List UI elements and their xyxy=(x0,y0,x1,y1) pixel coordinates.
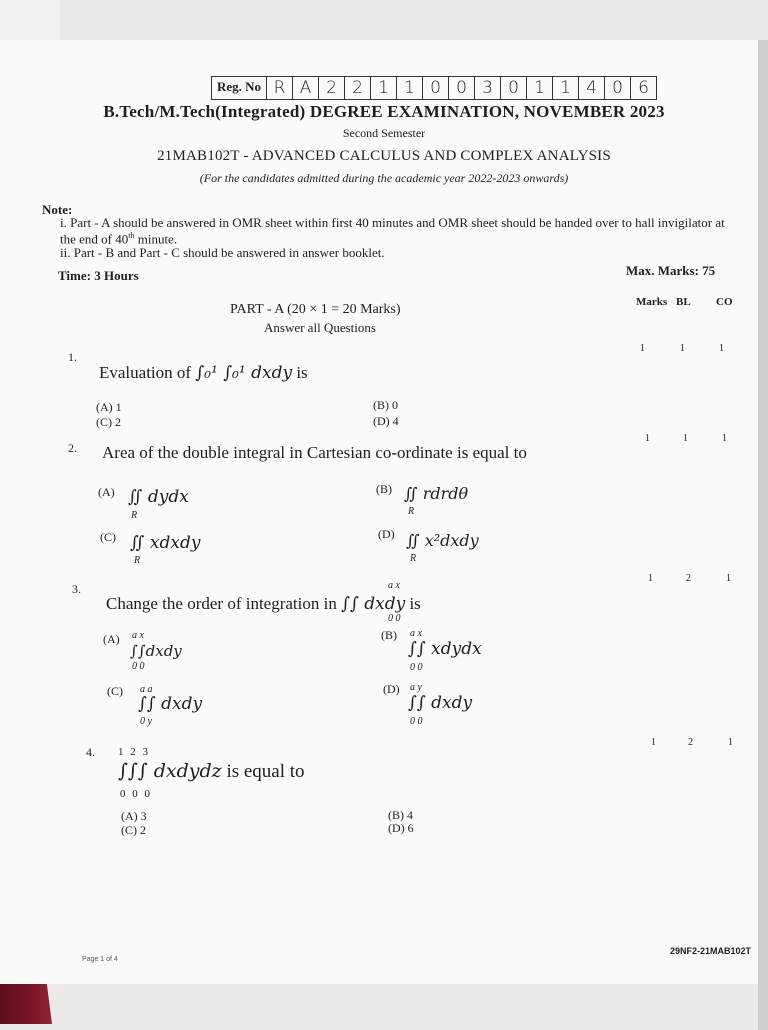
max-marks: Max. Marks: 75 xyxy=(626,263,716,278)
option-a-region: R xyxy=(131,510,138,521)
option-b-expression: ∬ rdrdθ xyxy=(404,484,469,503)
question-marks: 1 xyxy=(648,573,653,584)
candidates-note: (For the candidates admitted during the academic year 2022-2023 onwards) xyxy=(199,171,569,185)
option-c-label: (C) xyxy=(100,530,116,544)
question-integral-lower: 0 0 0 xyxy=(120,788,152,800)
question-text-suffix: is equal to xyxy=(226,761,305,782)
question-text-prefix: Evaluation of xyxy=(99,363,192,382)
question-marks: 1 xyxy=(651,737,656,748)
question-number: 4. xyxy=(86,745,95,759)
question-bl: 2 xyxy=(688,737,693,748)
option-b: (B) 4 xyxy=(388,808,413,822)
reg-no-digit: 3 xyxy=(475,77,501,99)
part-a-title: PART - A (20 × 1 = 20 Marks) xyxy=(230,302,401,317)
course-title: 21MAB102T - ADVANCED CALCULUS AND COMPLEX ANALYSIS xyxy=(157,148,611,164)
question-text-suffix: is xyxy=(409,594,421,613)
question-integral-upper: a x xyxy=(388,580,400,591)
column-co: CO xyxy=(716,296,733,308)
reg-no-digit: 1 xyxy=(397,77,423,99)
note-item-ii: ii. Part - B and Part - C should be answered in answer booklet. xyxy=(60,245,385,260)
option-d-region: R xyxy=(410,553,417,564)
option-c-label: (C) xyxy=(107,684,123,698)
question-text xyxy=(106,594,421,614)
question-marks: 1 xyxy=(645,433,650,444)
note-heading: Note: xyxy=(42,202,73,217)
question-text-prefix: Change the order of integration in xyxy=(106,594,337,613)
reg-no-digit: R xyxy=(267,77,293,99)
option-c-upper: a a xyxy=(140,684,153,695)
question-bl: 1 xyxy=(680,343,685,354)
question-text xyxy=(118,760,305,783)
reg-no-box xyxy=(211,76,657,100)
reg-no-digit: 0 xyxy=(449,77,475,99)
option-c-lower: 0 y xyxy=(140,716,152,727)
reg-no-digit: 1 xyxy=(553,77,579,99)
note-item-i xyxy=(60,216,740,245)
option-d-lower: 0 0 xyxy=(410,716,423,727)
right-background-strip xyxy=(758,40,768,1030)
question-co: 1 xyxy=(722,433,727,444)
question-text: Area of the double integral in Cartesian co-ordinate is equal to xyxy=(102,443,527,462)
semester: Second Semester xyxy=(342,126,426,140)
exam-time: Time: 3 Hours xyxy=(58,268,139,283)
option-a-lower: 0 0 xyxy=(132,661,145,672)
reg-no-label: Reg. No xyxy=(212,77,267,99)
option-d-expression: ∫∫ dxdy xyxy=(408,693,473,713)
option-a: (A) 3 xyxy=(121,809,147,823)
option-b-upper: a x xyxy=(410,628,422,639)
reg-no-digit: 0 xyxy=(501,77,527,99)
question-bl: 1 xyxy=(683,433,688,444)
reg-no-digit: 0 xyxy=(605,77,631,99)
option-b-label: (B) xyxy=(381,628,397,642)
question-number: 2. xyxy=(68,441,77,455)
option-c: (C) 2 xyxy=(121,823,146,837)
option-b-region: R xyxy=(408,506,415,517)
note-item-i-suffix: minute. xyxy=(134,231,178,247)
option-d-expression: ∬ x²dxdy xyxy=(406,531,479,550)
option-d-label: (D) xyxy=(378,527,395,541)
column-bl: BL xyxy=(676,296,691,308)
exam-title: B.Tech/M.Tech(Integrated) DEGREE EXAMINATION, NOVEMBER 2023 xyxy=(103,102,665,121)
question-co: 1 xyxy=(719,343,724,354)
option-c: (C) 2 xyxy=(96,415,121,429)
question-integral: ∫₀¹ ∫₀¹ dxdy xyxy=(195,363,293,383)
option-c-region: R xyxy=(134,555,141,566)
option-b-label: (B) xyxy=(376,482,392,496)
question-number: 1. xyxy=(68,350,77,364)
page-number: Page 1 of 4 xyxy=(82,956,118,963)
option-a-upper: a x xyxy=(132,630,144,641)
note-item-i-text: i. Part - A should be answered in OMR sheet within first 40 minutes and OMR sheet should be handed over to hall invigilator at the end of 40 xyxy=(60,215,725,247)
paper-code: 29NF2-21MAB102T xyxy=(670,946,752,956)
option-c-expression: ∫∫ dxdy xyxy=(138,694,203,714)
option-a-expression: ∬ dydx xyxy=(128,487,189,507)
reg-no-digit: 6 xyxy=(638,78,649,98)
option-a-label: (A) xyxy=(98,485,115,499)
question-number: 3. xyxy=(72,582,81,596)
option-b-lower: 0 0 xyxy=(410,662,423,673)
note-item-i-sup: th xyxy=(128,231,135,240)
question-text-suffix: is xyxy=(296,363,308,382)
question-text xyxy=(99,363,308,383)
reg-no-digit: 1 xyxy=(371,77,397,99)
question-marks: 1 xyxy=(640,343,645,354)
reg-no-digit: 0 xyxy=(423,77,449,99)
option-d: (D) 4 xyxy=(373,414,399,428)
question-integral: ∫∫ dxdy xyxy=(341,594,406,614)
question-integral: ∫∫∫ dxdydz xyxy=(118,760,222,782)
reg-no-digit: 2 xyxy=(319,77,345,99)
reg-no-digit: 4 xyxy=(579,77,605,99)
question-bl: 2 xyxy=(686,573,691,584)
option-c-expression: ∬ xdxdy xyxy=(130,533,201,553)
option-a-label: (A) xyxy=(103,632,120,646)
question-co: 1 xyxy=(726,573,731,584)
option-d-upper: a y xyxy=(410,682,422,693)
option-a-expression: ∫∫dxdy xyxy=(130,642,182,660)
option-d: (D) 6 xyxy=(388,821,414,835)
reg-no-digit: 2 xyxy=(345,77,371,99)
part-a-instruction: Answer all Questions xyxy=(264,320,376,335)
question-integral-lower: 0 0 xyxy=(388,613,401,624)
option-a: (A) 1 xyxy=(96,400,122,414)
reg-no-digit: A xyxy=(293,77,319,99)
question-integral-upper: 1 2 3 xyxy=(118,746,150,758)
option-b: (B) 0 xyxy=(373,398,398,412)
reg-no-digit: 1 xyxy=(527,77,553,99)
question-co: 1 xyxy=(728,737,733,748)
column-marks: Marks xyxy=(636,296,668,308)
option-d-label: (D) xyxy=(383,682,400,696)
option-b-expression: ∫∫ xdydx xyxy=(408,639,482,659)
